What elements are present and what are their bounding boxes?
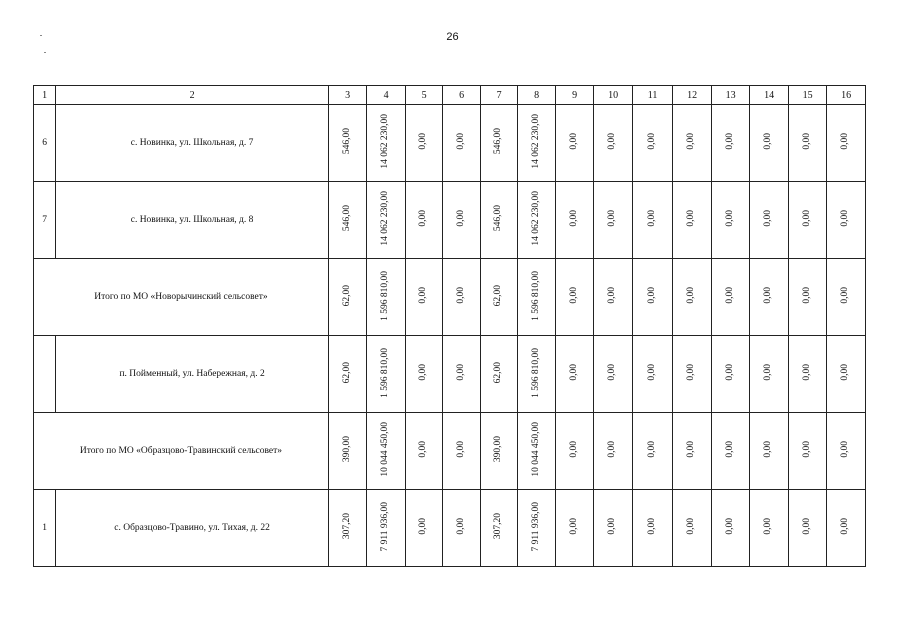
value-text: 0,00 [418, 364, 429, 381]
value-text: 0,00 [646, 210, 657, 227]
value-text: 546,00 [341, 205, 352, 232]
value-text: 1 596 810,00 [380, 270, 391, 321]
value-cell [673, 490, 712, 567]
value-text: 0,00 [686, 210, 697, 227]
value-cell [555, 105, 594, 182]
value-text: 0,00 [724, 210, 735, 227]
value-cell [328, 336, 367, 413]
row-number: 6 [34, 105, 56, 182]
value-cell [594, 105, 633, 182]
value-cell [750, 182, 789, 259]
value-text: 0,00 [568, 210, 579, 227]
value-text: 0,00 [801, 133, 812, 150]
value-cell [673, 182, 712, 259]
value-text: 0,00 [418, 518, 429, 535]
value-text: 0,00 [646, 133, 657, 150]
value-cell [405, 490, 442, 567]
value-text: 0,00 [763, 133, 774, 150]
value-text: 0,00 [724, 518, 735, 535]
table-row [34, 490, 866, 567]
value-text: 0,00 [801, 518, 812, 535]
value-text: 0,00 [801, 364, 812, 381]
value-text: 0,00 [801, 287, 812, 304]
value-text: 0,00 [455, 210, 466, 227]
value-cell [518, 259, 555, 336]
address-cell: с. Образцово-Травино, ул. Тихая, д. 22 [56, 490, 329, 567]
value-cell [711, 259, 750, 336]
value-text: 546,00 [493, 128, 504, 155]
value-cell [555, 336, 594, 413]
value-text: 7 911 936,00 [380, 501, 391, 552]
table-row [34, 336, 866, 413]
value-cell [788, 259, 827, 336]
header-row [34, 86, 866, 105]
address-cell: п. Пойменный, ул. Набережная, д. 2 [56, 336, 329, 413]
value-text: 0,00 [724, 133, 735, 150]
value-cell [405, 105, 442, 182]
value-cell [405, 259, 442, 336]
value-cell [328, 182, 367, 259]
value-cell [405, 182, 442, 259]
value-cell [328, 490, 367, 567]
value-cell [328, 413, 367, 490]
value-cell [827, 182, 866, 259]
value-cell [632, 105, 673, 182]
value-cell [711, 490, 750, 567]
value-cell [518, 413, 555, 490]
value-cell [632, 182, 673, 259]
value-cell [750, 105, 789, 182]
value-text: 0,00 [686, 518, 697, 535]
value-cell [711, 182, 750, 259]
value-text: 0,00 [724, 441, 735, 458]
value-cell [788, 490, 827, 567]
header-cell: 8 [518, 86, 555, 105]
value-cell [594, 336, 633, 413]
value-cell [594, 259, 633, 336]
value-text: 546,00 [493, 205, 504, 232]
address-cell: с. Новинка, ул. Школьная, д. 8 [56, 182, 329, 259]
value-text: 0,00 [801, 210, 812, 227]
value-cell [788, 336, 827, 413]
value-cell [443, 259, 480, 336]
value-text: 0,00 [840, 518, 851, 535]
value-text: 0,00 [840, 441, 851, 458]
header-cell: 6 [443, 86, 480, 105]
value-text: 14 062 230,00 [530, 114, 541, 169]
value-cell [518, 105, 555, 182]
value-text: 0,00 [724, 364, 735, 381]
value-text: 0,00 [763, 364, 774, 381]
value-cell [367, 336, 406, 413]
header-cell: 2 [56, 86, 329, 105]
value-text: 62,00 [493, 284, 504, 307]
value-cell [827, 105, 866, 182]
value-cell [750, 490, 789, 567]
value-text: 14 062 230,00 [530, 191, 541, 246]
value-text: 0,00 [646, 364, 657, 381]
register-table [33, 85, 866, 567]
value-cell [750, 413, 789, 490]
value-cell [711, 105, 750, 182]
value-text: 0,00 [763, 518, 774, 535]
value-text: 0,00 [724, 287, 735, 304]
value-text: 10 044 450,00 [530, 422, 541, 477]
header-cell: 3 [328, 86, 367, 105]
value-cell [594, 413, 633, 490]
value-cell [405, 413, 442, 490]
value-cell [555, 182, 594, 259]
total-label: Итого по МО «Образцово-Травинский сельсовет» [34, 413, 329, 490]
value-cell [328, 105, 367, 182]
value-text: 390,00 [341, 436, 352, 463]
value-text: 0,00 [763, 210, 774, 227]
value-cell [480, 259, 517, 336]
value-cell [367, 259, 406, 336]
value-cell [750, 336, 789, 413]
header-cell: 7 [480, 86, 517, 105]
value-text: 62,00 [493, 361, 504, 384]
table-body [34, 86, 866, 567]
header-cell: 12 [673, 86, 712, 105]
value-text: 0,00 [418, 210, 429, 227]
value-cell [788, 182, 827, 259]
value-text: 0,00 [646, 518, 657, 535]
header-cell: 15 [788, 86, 827, 105]
header-cell: 11 [632, 86, 673, 105]
value-text: 1 596 810,00 [380, 347, 391, 398]
value-cell [518, 336, 555, 413]
table-row [34, 105, 866, 182]
value-text: 0,00 [840, 210, 851, 227]
value-text: 62,00 [341, 284, 352, 307]
scan-speck [44, 52, 46, 53]
value-cell [480, 336, 517, 413]
value-cell [480, 182, 517, 259]
value-cell [405, 336, 442, 413]
value-text: 0,00 [607, 210, 618, 227]
total-row [34, 259, 866, 336]
value-cell [594, 182, 633, 259]
value-text: 390,00 [493, 436, 504, 463]
value-cell [827, 490, 866, 567]
header-cell: 10 [594, 86, 633, 105]
value-cell [788, 413, 827, 490]
value-cell [750, 259, 789, 336]
value-cell [673, 105, 712, 182]
table-row [34, 182, 866, 259]
value-cell [443, 336, 480, 413]
value-cell [632, 336, 673, 413]
header-cell: 9 [555, 86, 594, 105]
value-text: 0,00 [455, 364, 466, 381]
value-cell [518, 182, 555, 259]
value-cell [711, 336, 750, 413]
value-text: 1 596 810,00 [530, 270, 541, 321]
value-text: 0,00 [686, 287, 697, 304]
value-text: 1 596 810,00 [530, 347, 541, 398]
value-text: 0,00 [607, 364, 618, 381]
value-cell [827, 413, 866, 490]
value-text: 0,00 [840, 364, 851, 381]
value-text: 307,20 [341, 513, 352, 540]
value-cell [367, 105, 406, 182]
header-cell: 14 [750, 86, 789, 105]
value-text: 0,00 [840, 133, 851, 150]
header-cell: 13 [711, 86, 750, 105]
value-text: 0,00 [646, 287, 657, 304]
header-cell: 4 [367, 86, 406, 105]
value-text: 0,00 [568, 287, 579, 304]
value-cell [632, 259, 673, 336]
value-text: 0,00 [686, 364, 697, 381]
header-cell: 5 [405, 86, 442, 105]
value-text: 10 044 450,00 [380, 422, 391, 477]
total-row [34, 413, 866, 490]
value-text: 0,00 [801, 441, 812, 458]
row-number: 1 [34, 490, 56, 567]
value-cell [827, 336, 866, 413]
value-cell [328, 259, 367, 336]
value-text: 62,00 [341, 361, 352, 384]
value-cell [367, 413, 406, 490]
value-text: 0,00 [418, 287, 429, 304]
value-cell [443, 105, 480, 182]
value-cell [555, 490, 594, 567]
value-text: 0,00 [568, 364, 579, 381]
value-cell [518, 490, 555, 567]
value-text: 0,00 [686, 133, 697, 150]
value-text: 0,00 [568, 518, 579, 535]
value-cell [555, 259, 594, 336]
value-cell [673, 259, 712, 336]
value-cell [443, 182, 480, 259]
value-text: 0,00 [607, 518, 618, 535]
value-text: 0,00 [607, 287, 618, 304]
value-cell [367, 182, 406, 259]
value-text: 0,00 [763, 441, 774, 458]
value-cell [673, 413, 712, 490]
row-number [34, 336, 56, 413]
value-text: 307,20 [493, 513, 504, 540]
value-cell [711, 413, 750, 490]
value-text: 0,00 [763, 287, 774, 304]
value-cell [480, 105, 517, 182]
row-number: 7 [34, 182, 56, 259]
value-text: 14 062 230,00 [380, 191, 391, 246]
value-text: 0,00 [455, 441, 466, 458]
header-cell: 1 [34, 86, 56, 105]
value-text: 546,00 [341, 128, 352, 155]
value-text: 0,00 [455, 287, 466, 304]
value-text: 0,00 [607, 441, 618, 458]
value-cell [443, 490, 480, 567]
value-cell [673, 336, 712, 413]
value-text: 7 911 936,00 [530, 501, 541, 552]
value-text: 0,00 [568, 441, 579, 458]
value-text: 0,00 [607, 133, 618, 150]
value-text: 0,00 [418, 133, 429, 150]
value-text: 0,00 [455, 518, 466, 535]
header-cell: 16 [827, 86, 866, 105]
address-cell: с. Новинка, ул. Школьная, д. 7 [56, 105, 329, 182]
scan-speck [40, 35, 42, 36]
value-cell [788, 105, 827, 182]
value-cell [555, 413, 594, 490]
value-text: 0,00 [686, 441, 697, 458]
value-text: 0,00 [646, 441, 657, 458]
value-cell [827, 259, 866, 336]
value-cell [632, 413, 673, 490]
value-text: 0,00 [568, 133, 579, 150]
value-text: 0,00 [455, 133, 466, 150]
value-text: 0,00 [418, 441, 429, 458]
value-cell [443, 413, 480, 490]
value-text: 14 062 230,00 [380, 114, 391, 169]
value-cell [480, 413, 517, 490]
value-cell [367, 490, 406, 567]
value-cell [632, 490, 673, 567]
value-text: 0,00 [840, 287, 851, 304]
value-cell [594, 490, 633, 567]
total-label: Итого по МО «Новорычинский сельсовет» [34, 259, 329, 336]
value-cell [480, 490, 517, 567]
page-number: 26 [446, 31, 459, 43]
